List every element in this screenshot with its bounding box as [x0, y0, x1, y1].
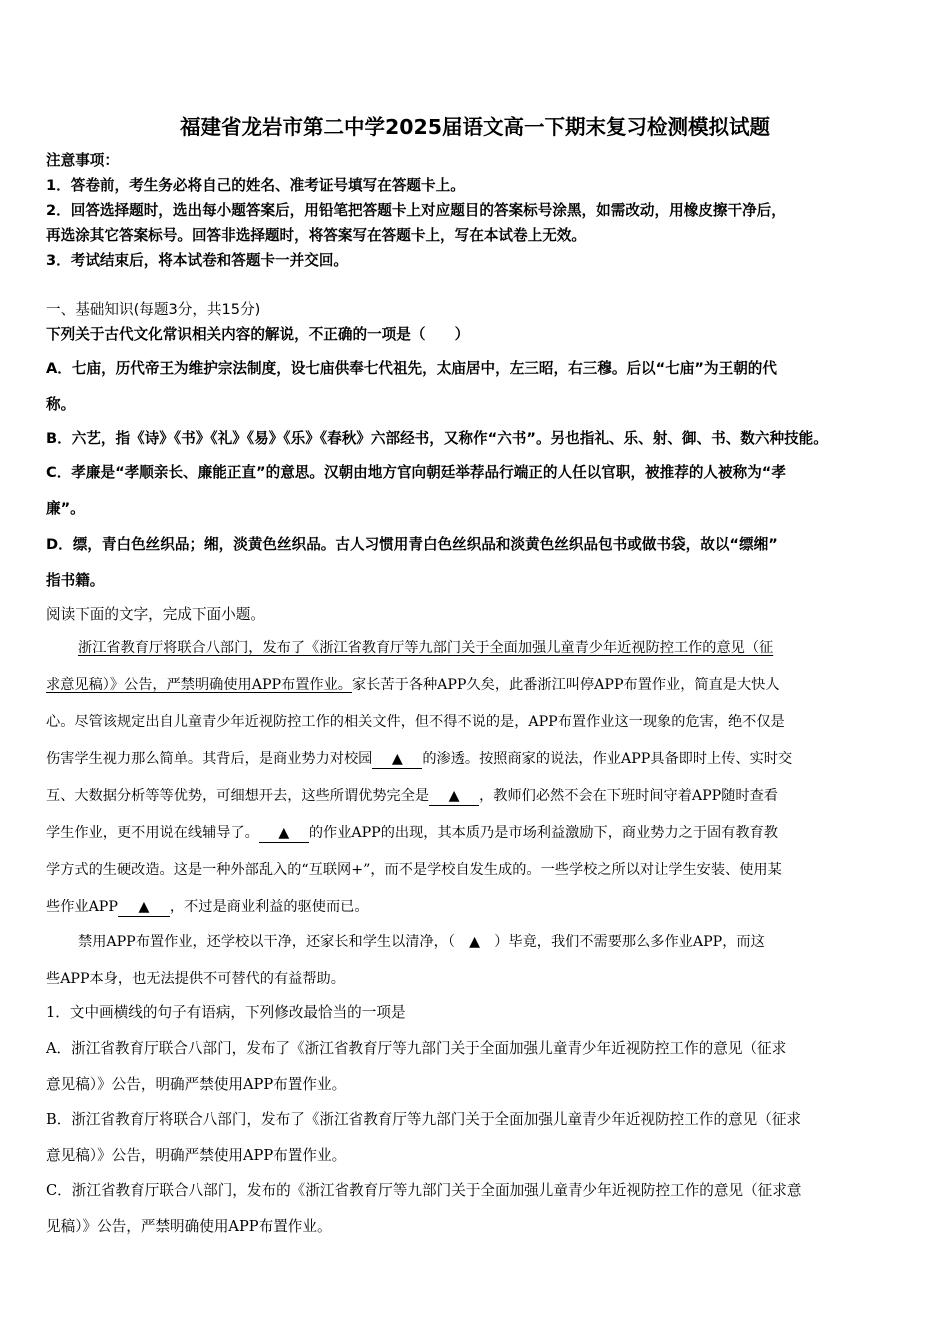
underlined-sentence-cont: 求意见稿）》公告，严禁明确使用APP布置作业。	[46, 677, 352, 693]
passage-text: 伤害学生视力那么简单。其背后，是商业势力对校园	[46, 751, 373, 767]
passage-text: ，教师们必然不会在下班时间守着APP随时查看	[479, 788, 778, 804]
blank-marker: ▲	[469, 934, 481, 950]
option-c-cont: 廉”。	[46, 500, 85, 517]
q1-option-b: B．浙江省教育厅将联合八部门，发布了《浙江省教育厅等九部门关于全面加强儿童青少年近视防控工作的意见（征求	[46, 1111, 802, 1128]
notice-item: 再选涂其它答案标号。回答非选择题时，将答案写在答题卡上，写在本试卷上无效。	[46, 227, 586, 244]
option-d-cont: 指书籍。	[46, 572, 105, 589]
q1-option-c-cont: 见稿）》公告，严禁明确使用APP布置作业。	[46, 1218, 332, 1235]
blank-marker: ▲	[372, 751, 422, 769]
passage-line	[78, 932, 765, 952]
option-a-cont: 称。	[46, 396, 76, 413]
reading-intro: 阅读下面的文字，完成下面小题。	[46, 606, 265, 623]
q1-option-b-cont: 意见稿）》公告，明确严禁使用APP布置作业。	[46, 1147, 347, 1164]
notice-item: 2．回答选择题时，选出每小题答案后，用铅笔把答题卡上对应题目的答案标号涂黑，如需改动，用橡皮擦干净后，	[46, 202, 786, 219]
passage-line	[46, 749, 792, 769]
option-b: B．六艺，指《诗》《书》《礼》《易》《乐》《春秋》六部经书，又称作“六书”。另也指礼、乐、射、御、书、数六种技能。	[46, 430, 828, 447]
q1-stem: 1．文中画横线的句子有语病，下列修改最恰当的一项是	[46, 1004, 406, 1021]
passage-line: 些APP本身，也无法提供不可替代的有益帮助。	[46, 971, 345, 987]
passage-text: 禁用APP布置作业，还学校以干净，还家长和学生以清净，（	[78, 934, 470, 950]
q1-option-a-cont: 意见稿）》公告，明确严禁使用APP布置作业。	[46, 1076, 347, 1093]
passage-line: 心。尽管该规定出自儿童青少年近视防控工作的相关文件，但不得不说的是，APP布置作业这一现象的危害，绝不仅是	[46, 714, 785, 730]
option-a: A．七庙，历代帝王为维护宗法制度，设七庙供奉七代祖先，太庙居中，左三昭，右三穆。后以“七庙”为王朝的代	[46, 360, 777, 377]
section-heading: 一、基础知识(每题3分，共15分)	[46, 301, 261, 318]
passage-text: ）毕竟，我们不需要那么多作业APP，而这	[480, 934, 765, 950]
blank-marker: ▲	[429, 788, 479, 806]
passage-text: 家长苦于各种APP久矣，此番浙江叫停APP布置作业，简直是大快人	[352, 677, 780, 693]
option-c: C．孝廉是“孝顺亲长、廉能正直”的意思。汉朝由地方官向朝廷举荐品行端正的人任以官职，被推荐的人被称为“孝	[46, 464, 786, 481]
exam-title: 福建省龙岩市第二中学2025届语文高一下期末复习检测模拟试题	[179, 115, 771, 139]
passage-line	[46, 786, 778, 806]
passage-line	[46, 897, 369, 917]
passage-text: 的渗透。按照商家的说法，作业APP具备即时上传、实时交	[422, 751, 793, 767]
blank-marker: ▲	[118, 899, 170, 917]
notice-item: 1．答卷前，考生务必将自己的姓名、准考证号填写在答题卡上。	[46, 177, 465, 194]
passage-text: 学生作业，更不用说在线辅导了。	[46, 825, 259, 841]
passage-line	[46, 675, 780, 695]
passage-text: 些作业APP	[46, 899, 118, 915]
passage-text: ，不过是商业利益的驱使而已。	[169, 899, 369, 915]
passage-line: 学方式的生硬改造。这是一种外部乱入的“互联网+”，而不是学校自发生成的。一些学校之所以对让学生安装、使用某	[46, 862, 782, 878]
notice-heading: 注意事项：	[46, 152, 119, 169]
question-stem: 下列关于古代文化常识相关内容的解说，不正确的一项是（ ）	[46, 326, 470, 343]
passage-text: 互、大数据分析等等优势，可细想开去，这些所谓优势完全是	[46, 788, 430, 804]
q1-option-c: C．浙江省教育厅联合八部门，发布的《浙江省教育厅等九部门关于全面加强儿童青少年近视防控工作的意见（征求意	[46, 1182, 802, 1199]
notice-item: 3．考试结束后，将本试卷和答题卡一并交回。	[46, 252, 349, 269]
blank-marker: ▲	[259, 825, 309, 843]
option-d: D．缥，青白色丝织品；缃，淡黄色丝织品。古人习惯用青白色丝织品和淡黄色丝织品包书或做书袋，故以“缥缃”	[46, 536, 778, 553]
q1-option-a: A．浙江省教育厅联合八部门，发布了《浙江省教育厅等九部门关于全面加强儿童青少年近视防控工作的意见（征求	[46, 1040, 787, 1057]
passage-line	[46, 823, 778, 843]
passage-line	[78, 638, 773, 658]
underlined-sentence: 浙江省教育厅将联合八部门，发布了《浙江省教育厅等九部门关于全面加强儿童青少年近视防控工作的意见（征	[78, 640, 774, 656]
passage-text: 的作业APP的出现，其本质乃是市场利益激励下，商业势力之于固有教育教	[308, 825, 778, 841]
